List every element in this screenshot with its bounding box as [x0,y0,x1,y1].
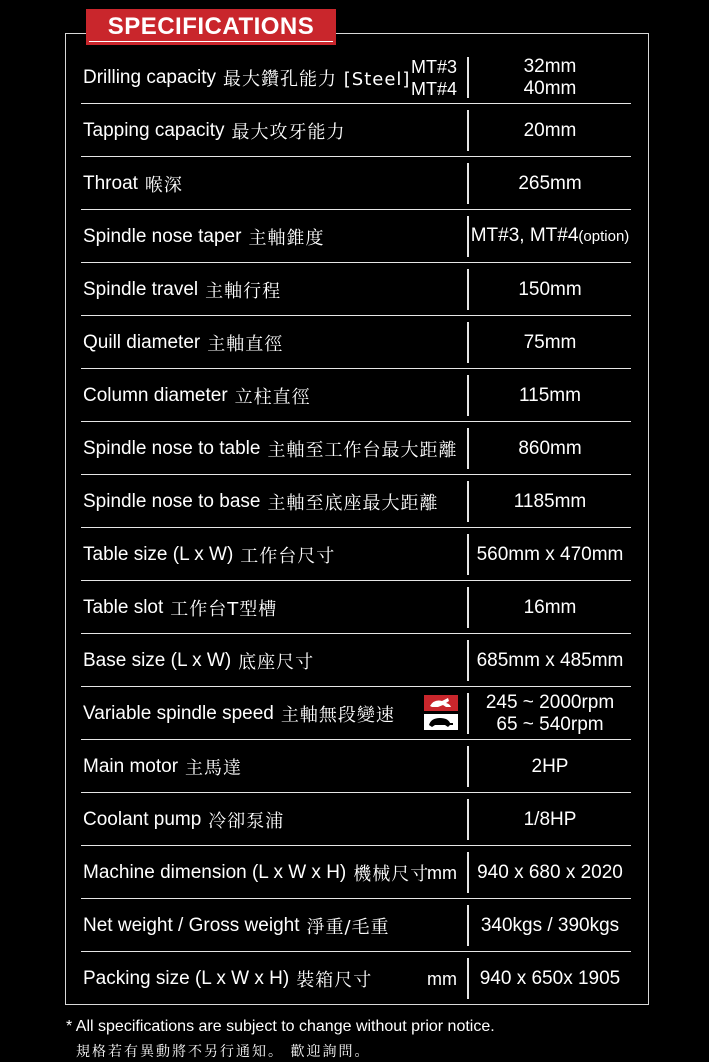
spec-value-line-2: 40mm [523,77,577,99]
spec-label-en: Packing size (L x W x H) [83,967,290,989]
spec-label-en: Throat [83,172,138,194]
spec-value-line [524,332,577,354]
spec-value-text: 2HP [531,755,569,777]
table-row [81,793,631,846]
speed-icons [424,695,458,733]
spec-sublabel [427,952,457,1005]
spec-label-cn: 主馬達 [185,757,243,779]
spec-sublabel-sub1: mm [427,862,457,883]
spec-value [469,157,631,210]
spec-label [83,634,314,687]
table-row [81,369,631,422]
spec-label-en: Spindle travel [83,278,199,300]
spec-value-line [486,692,614,714]
spec-label-en: Variable spindle speed [83,702,274,724]
spec-label-en: Column diameter [83,384,228,406]
spec-value-text: 20mm [523,119,577,141]
spec-value [469,740,631,793]
spec-value-text: 115mm [519,384,581,406]
spec-value-text: 685mm x 485mm [476,649,624,671]
spec-label-cn: 主軸直徑 [207,333,284,355]
spec-sublabel-sub1: mm [427,968,457,989]
spec-value-line-2: 65 ~ 540rpm [496,713,604,735]
spec-label-en: Spindle nose taper [83,225,242,247]
spec-value [469,422,631,475]
spec-value-text: 940 x 650x 1905 [479,967,621,989]
spec-label [83,952,372,1005]
spec-label-cn: 工作台尺寸 [240,545,336,567]
table-row [81,210,631,263]
spec-label-cn: 底座尺寸 [238,651,315,673]
table-row [81,687,631,740]
spec-value [469,687,631,740]
table-row [81,104,631,157]
spec-label-cn: 主軸至底座最大距離 [267,492,439,514]
spec-label-cn: 主軸錐度 [248,227,325,249]
spec-label [83,157,183,210]
spec-label [83,210,324,263]
spec-label-cn: 最大攻牙能力 [231,121,346,143]
spec-value-text: 265mm [518,172,582,194]
spec-value-note: (option) [578,228,630,245]
spec-value [469,846,631,899]
spec-value [469,316,631,369]
spec-value [469,475,631,528]
spec-value-line [518,438,581,460]
spec-label-en: Table slot [83,596,164,618]
spec-value-text: 340kgs / 390kgs [480,914,620,936]
spec-value-line [480,968,621,990]
spec-sublabel-sub2: MT#4 [410,78,457,99]
spec-label [83,51,410,104]
spec-label-en: Machine dimension (L x W x H) [83,861,347,883]
spec-value-line [518,173,581,195]
spec-label-en: Spindle nose to table [83,437,261,459]
spec-value-text: MT#3, MT#4 [470,225,579,246]
page-title: SPECIFICATIONS [86,9,336,45]
spec-sublabel [427,846,457,899]
spec-value-text: 150mm [518,278,582,300]
spec-value [469,104,631,157]
spec-value-line [524,597,577,619]
spec-value-line [524,120,577,142]
spec-value [469,369,631,422]
spec-value-line [477,544,624,566]
table-row [81,952,631,1005]
spec-label [83,369,311,422]
spec-value-text: 1185mm [513,490,587,512]
spec-value-line [524,809,577,831]
table-row [81,740,631,793]
spec-value-line [477,862,623,884]
table-row [81,263,631,316]
spec-value-text: 245 ~ 2000rpm [485,691,615,713]
spec-label-en: Coolant pump [83,808,202,830]
spec-label [83,475,438,528]
spec-label-cn: 機械尺寸 [353,863,430,885]
table-row [81,581,631,634]
table-row [81,316,631,369]
spec-label-cn: 主軸行程 [205,280,282,302]
spec-label-en: Tapping capacity [83,119,225,141]
table-row [81,475,631,528]
footnote: * All specifications are subject to change without prior notice. [66,1018,495,1035]
spec-label-cn: 冷卻泵浦 [208,810,285,832]
table-row [81,422,631,475]
spec-label-cn: 淨重/毛重 [306,916,390,938]
spec-label-en: Drilling capacity [83,66,217,88]
spec-value-line [532,756,569,778]
spec-sublabel [411,51,457,104]
spec-value-line [481,915,619,937]
spec-value [469,263,631,316]
spec-value-text: 75mm [523,331,577,353]
spec-value [469,581,631,634]
spec-label [83,422,457,475]
spec-label [83,316,283,369]
spec-label-en: Net weight / Gross weight [83,914,300,936]
spec-value-line [518,279,581,301]
spec-label [83,104,346,157]
table-row [81,634,631,687]
spec-value-text: 560mm x 470mm [476,543,624,565]
spec-value-line [514,491,587,513]
spec-value [469,793,631,846]
rabbit-icon [424,695,458,711]
spec-label [83,263,281,316]
spec-value [469,210,631,263]
spec-sublabel-sub1: MT#3 [410,56,457,77]
table-row [81,899,631,952]
spec-value-text: 860mm [518,437,582,459]
table-row [81,157,631,210]
spec-label-cn: 裝箱尺寸 [296,969,373,991]
spec-label-cn: 工作台T型槽 [170,598,278,620]
spec-value [469,952,631,1005]
spec-value [469,899,631,952]
spec-label-cn: 喉深 [144,174,183,196]
spec-value-text: 940 x 680 x 2020 [477,861,623,883]
spec-label-cn: 主軸無段變速 [280,704,395,726]
spec-label-cn: 最大鑽孔能力 [Steel] [223,68,411,90]
tortoise-icon [424,714,458,730]
spec-value-line [477,650,624,672]
spec-value-line [471,225,630,248]
table-row [81,51,631,104]
spec-label [83,740,242,793]
spec-label [83,846,429,899]
spec-label [83,793,284,846]
spec-label-en: Quill diameter [83,331,201,353]
spec-label-en: Table size (L x W) [83,543,234,565]
spec-value-text: 1/8HP [523,808,577,830]
spec-label-cn: 立柱直徑 [234,386,311,408]
spec-label-en: Base size (L x W) [83,649,232,671]
spec-label [83,581,277,634]
spec-label [83,687,395,740]
table-row [81,846,631,899]
spec-value [469,634,631,687]
spec-value [469,51,631,104]
table-row [81,528,631,581]
spec-value [469,528,631,581]
spec-value-text: 16mm [523,596,577,618]
spec-value-text: 32mm [523,55,577,77]
spec-label [83,899,390,952]
spec-label-en: Main motor [83,755,179,777]
spec-label [83,528,335,581]
spec-value-line [524,56,577,78]
spec-label-cn: 主軸至工作台最大距離 [267,439,458,461]
spec-value-line [519,385,581,407]
footnote-chinese: 規格若有異動將不另行通知。 歡迎詢問。 [76,1044,371,1060]
spec-label-en: Spindle nose to base [83,490,261,512]
